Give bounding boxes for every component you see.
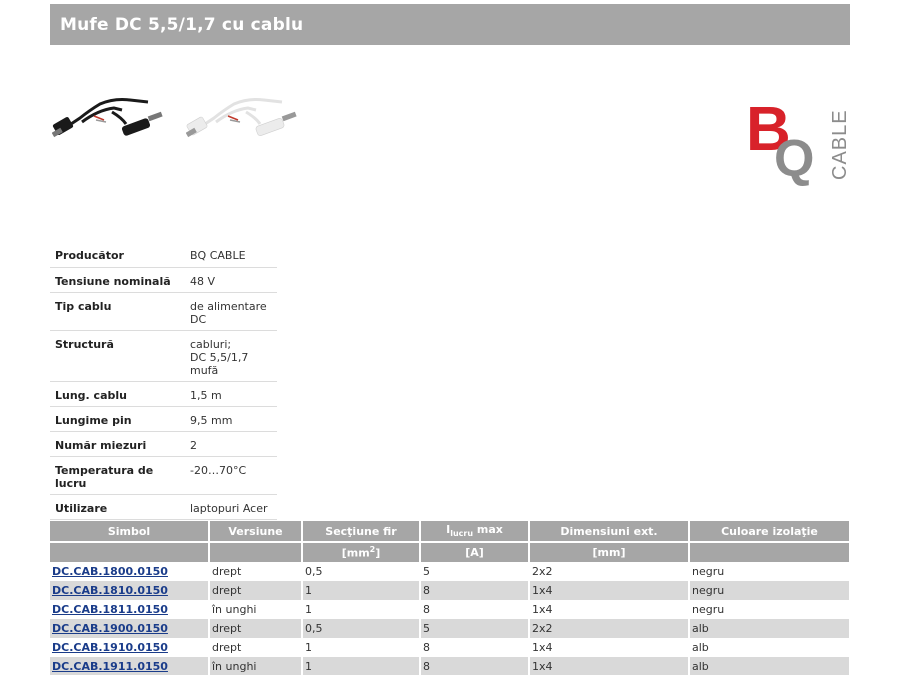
cell-symbol [50, 581, 209, 600]
cell-version: drept [209, 581, 302, 600]
cell-symbol [50, 562, 209, 581]
cell-section: 1 [302, 638, 420, 657]
spec-value [185, 456, 277, 494]
cell-version: în unghi [209, 600, 302, 619]
col-header-symbol: Simbol [50, 521, 209, 542]
cell-current: 8 [420, 638, 529, 657]
spec-label: Structură [50, 330, 185, 381]
spec-row [50, 406, 277, 431]
product-symbol-link[interactable]: DC.CAB.1900.0150 [52, 622, 168, 635]
cell-current: 5 [420, 562, 529, 581]
spec-value [185, 242, 277, 267]
spec-value-line: 2 [190, 438, 197, 452]
spec-value-line: 48 V [190, 274, 216, 288]
table-row [50, 638, 850, 657]
spec-row [50, 267, 277, 292]
cell-dimensions: 1x4 [529, 581, 689, 600]
spec-label: Lungime pin [50, 406, 185, 431]
spec-label: Lung. cablu [50, 381, 185, 406]
spec-row [50, 381, 277, 406]
spec-value [185, 267, 277, 292]
spec-label: Producător [50, 242, 185, 267]
cell-color: alb [689, 638, 850, 657]
products-table [50, 521, 851, 675]
spec-value-line: 9,5 mm [190, 413, 233, 427]
cell-color: negru [689, 581, 850, 600]
spec-label: Temperatura de lucru [50, 456, 185, 494]
cell-color: negru [689, 600, 850, 619]
cell-color: negru [689, 562, 850, 581]
cell-current: 8 [420, 581, 529, 600]
cell-version: în unghi [209, 657, 302, 675]
spec-label: Tensiune nominală [50, 267, 185, 292]
spec-value-line: de alimentare DC [190, 299, 267, 326]
spec-row [50, 456, 277, 494]
product-symbol-link[interactable]: DC.CAB.1810.0150 [52, 584, 168, 597]
spec-row [50, 292, 277, 330]
unit-version [209, 542, 302, 562]
table-row [50, 600, 850, 619]
cell-dimensions: 1x4 [529, 638, 689, 657]
table-row [50, 657, 850, 675]
table-row [50, 619, 850, 638]
cell-section: 0,5 [302, 619, 420, 638]
col-header-color: Culoare izolaţie [689, 521, 850, 542]
cell-version: drept [209, 619, 302, 638]
spec-value-line: cabluri; [190, 337, 232, 351]
unit-color [689, 542, 850, 562]
spec-row [50, 431, 277, 456]
spec-value [185, 431, 277, 456]
cell-symbol [50, 600, 209, 619]
cell-section: 1 [302, 657, 420, 675]
col-header-version: Versiune [209, 521, 302, 542]
cell-dimensions: 2x2 [529, 619, 689, 638]
cell-color: alb [689, 657, 850, 675]
cell-symbol [50, 638, 209, 657]
spec-value-line: -20…70°C [190, 463, 247, 477]
spec-value [185, 381, 277, 406]
col-header-section: Secţiune fir [302, 521, 420, 542]
spec-label: Utilizare [50, 494, 185, 519]
spec-label: Număr miezuri [50, 431, 185, 456]
logo-word-cable: CABLE [829, 109, 851, 180]
cell-section: 1 [302, 581, 420, 600]
product-symbol-link[interactable]: DC.CAB.1910.0150 [52, 641, 168, 654]
cell-current: 5 [420, 619, 529, 638]
spec-value [185, 406, 277, 431]
cell-section: 1 [302, 600, 420, 619]
unit-section: $[mm^2]$ [302, 542, 420, 562]
logo-letter-b: B [746, 95, 791, 164]
cell-symbol [50, 657, 209, 675]
spec-value [185, 494, 277, 519]
cell-version: drept [209, 562, 302, 581]
page-title: Mufe DC 5,5/1,7 cu cablu [50, 4, 850, 45]
product-symbol-link[interactable]: DC.CAB.1811.0150 [52, 603, 168, 616]
spec-value [185, 292, 277, 330]
col-header-current: $I_{lucru}$ max [420, 521, 529, 542]
specs-table [50, 242, 277, 520]
spec-row [50, 242, 277, 267]
table-row [50, 581, 850, 600]
spec-label: Tip cablu [50, 292, 185, 330]
unit-current: [A] [420, 542, 529, 562]
white-dc-cable-photo [186, 82, 306, 156]
product-symbol-link[interactable]: DC.CAB.1800.0150 [52, 565, 168, 578]
cell-section: 0,5 [302, 562, 420, 581]
cell-version: drept [209, 638, 302, 657]
spec-value [185, 330, 277, 381]
spec-value-line: BQ CABLE [190, 249, 246, 262]
logo-letter-q: Q [774, 130, 815, 188]
col-header-dimensions: Dimensiuni ext. [529, 521, 689, 542]
table-row [50, 562, 850, 581]
bq-cable-logo [742, 92, 852, 192]
cell-dimensions: 1x4 [529, 657, 689, 675]
cell-current: 8 [420, 657, 529, 675]
spec-value-line: 1,5 m [190, 388, 222, 402]
cell-dimensions: 2x2 [529, 562, 689, 581]
cell-color: alb [689, 619, 850, 638]
spec-row [50, 494, 277, 519]
cell-current: 8 [420, 600, 529, 619]
spec-value-line: DC 5,5/1,7 mufă [190, 350, 249, 377]
spec-value-line: laptopuri Acer [190, 501, 268, 515]
cell-dimensions: 1x4 [529, 600, 689, 619]
cell-symbol [50, 619, 209, 638]
product-symbol-link[interactable]: DC.CAB.1911.0150 [52, 660, 168, 673]
black-dc-cable-photo [52, 82, 172, 156]
unit-symbol [50, 542, 209, 562]
unit-dimensions: [mm] [529, 542, 689, 562]
spec-row [50, 330, 277, 381]
